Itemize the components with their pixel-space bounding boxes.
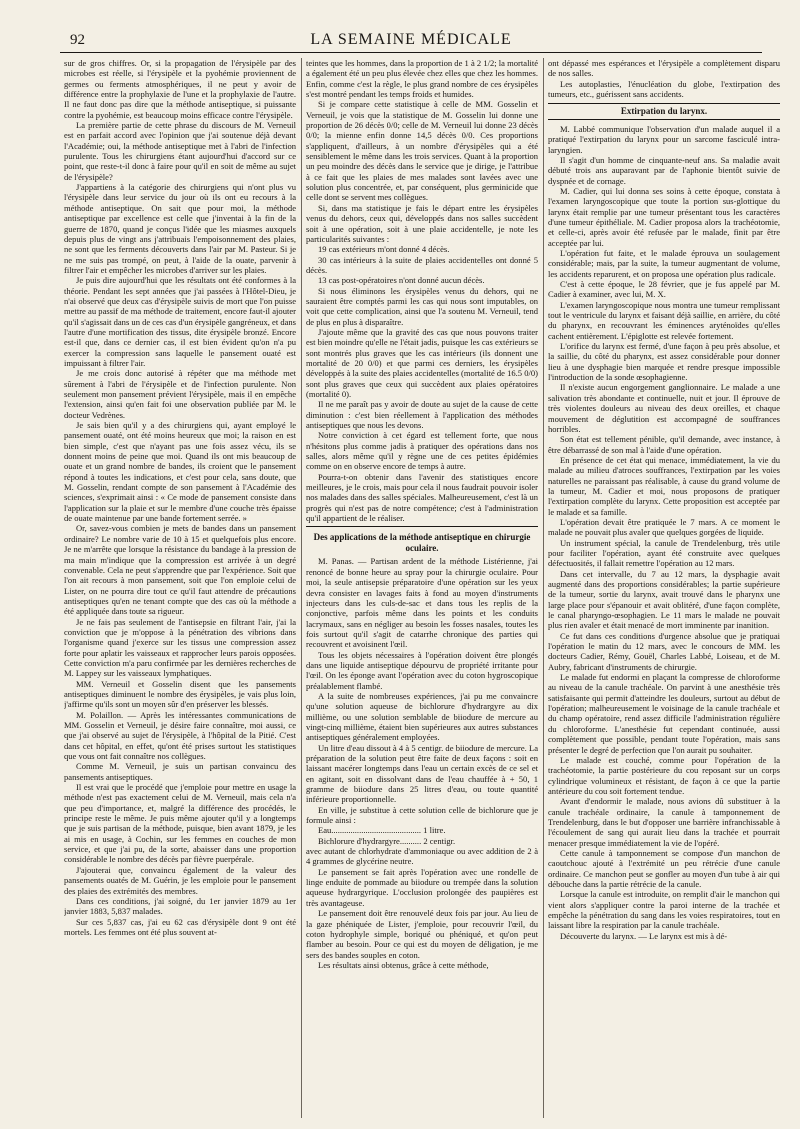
paragraph: Avant d'endormir le malade, nous avions dû substituer à la canule trachéale ordinaire, la canule à tamponnement de Trendelenburg, dans le but d'opposer une barrière infranchissable à l'écoulement de sang qui aurait lieu dans la trachée et pourrait menacer presque immédiatement la vie de l'opéré. (548, 796, 780, 848)
paragraph: En présence de cet état qui menace, immédiatement, la vie du malade au milieu d'atroces souffrances, l'extirpation par les voies naturelles ne paraissant pas réalisable, à cause du grand volume de la tumeur, M. Cadier et moi, nous proposons de pratiquer l'extirpation complète du larynx. Cette proposition est acceptée par le malade et sa famille. (548, 454, 780, 517)
running-title: LA SEMAINE MÉDICALE (310, 31, 512, 48)
page-number: 92 (70, 32, 85, 48)
paragraph: L'opération devait être pratiquée le 7 mars. A ce moment le malade ne pouvait plus avaler que quelques gorgées de liquide. (548, 516, 780, 538)
paragraph: Sur ces 5,837 cas, j'ai eu 62 cas d'érysipèle dont 9 ont été mortels. Les femmes ont été plus souvent at- (64, 916, 296, 937)
column-divider (543, 58, 544, 1118)
paragraph: Dans cet intervalle, du 7 au 12 mars, la dysphagie avait augmenté dans des proportions considérables; la partie supérieure de la tumeur, sortie du larynx, avait trouvé dans le pharynx une large place pour s'épanouir et avait oblitéré, d'une façon complète, le canal pharyngo-œsophagien. Le 11 mars le malade ne pouvait plus rien avaler et était menacé de mort imminente par inanition. (548, 568, 780, 631)
paragraph: L'opération fut faite, et le malade éprouva un soulagement considérable; mais, par la suite, la tumeur augmentant de volume, les accidents reparurent, et on proposa une opération plus radicale. (548, 248, 780, 279)
paragraph: Cette canule à tamponnement se compose d'un manchon de caoutchouc ajouté à l'extrémité un peu rétrécie d'une canule ordinaire. Ce manchon peut se gonfler au moyen d'un tube à air qui débouche dans la partie rétrécie de la canule. (548, 847, 780, 889)
article-columns (64, 58, 780, 1118)
paragraph: Je puis dire aujourd'hui que les résultats ont été conformes à la théorie. Pendant les sept années que j'ai passées à l'Hôtel-Dieu, je n'ai observé que deux cas d'érysipèle suivis de mort que l'on puisse mettre au passif de ma méthode de traitement, encore faut-il ajouter qu'il s'agissait dans un de ces cas d'un érysipèle gangréneux, et dans l'autre d'une mortification des tissus, dite érysipèle bronzé. Encore est-il que, dans ce dernier cas, il est bien évident qu'on n'a pu exercer la compression sans laquelle le pansement ouaté est impuissant à filtrer l'air. (64, 275, 296, 368)
column-2 (306, 58, 538, 1118)
paragraph: Tous les objets nécessaires à l'opération doivent être plongés dans une liquide antiseptique dépourvu de propriété irritante pour l'œil. On les éponge avant l'opération avec du coton hygroscopique préalablement flambé. (306, 649, 538, 691)
paragraph: Or, savez-vous combien je mets de bandes dans un pansement ordinaire? Le nombre varie de 10 à 15 et quelquefois plus encore. Je ne m'arrête que lorsque la résistance du bandage à la pression de ma main m'indique que la compression est arrivée à un degré convenable. Cela ne peut s'apprendre que par l'expérience. Soit que l'on ait recours à mon pansement, soit que l'on emploie celui de Lister, on ne pourra dire tout ce qu'il faut attendre de précautions antiseptiques qu'en ne tenant compte que des cas où la méthode a été appliquée dans toute sa rigueur. (64, 523, 296, 617)
section-heading: Extirpation du larynx. (620, 106, 708, 117)
formula-line: Bichlorure d'hydrargyre.......... 2 centigr. (318, 835, 456, 846)
paragraph: J'appartiens à la catégorie des chirurgiens qui n'ont plus vu l'érysipèle dans leur service du jour où ils ont eu recours à la méthode antiseptique. On sait que pour moi, la méthode antiseptique par excellence est celle que j'inventai à la fin de la guerre de 1870, quand je conçus l'idée que les miasmes auxquels depuis plus de vingt ans j'attribuais l'empoisonnement des plaies, ne sont que les ferments découverts dans l'air par M. Pasteur. Si je ne me suis pas trompé, on peut, à l'aide de la ouate, parvenir à filtrer l'air et empêcher les microbes d'arriver sur les plaies. (64, 182, 296, 275)
paragraph: En ville, je substitue à cette solution celle de bichlorure que je formule ainsi : (306, 804, 538, 826)
paragraph: Il ne me paraît pas y avoir de doute au sujet de la cause de cette diminution : c'est bien réellement à l'application des méthodes antiseptiques que nous les devons. (306, 399, 538, 431)
paragraph: Un instrument spécial, la canule de Trendelenburg, très utile pour faciliter l'opération, ayant été construite avec quelques défectuosités, il fallait remettre l'opération au 12 mars. (548, 537, 780, 569)
formula-line: Eau.......................................... 1 litre. (318, 825, 446, 836)
paragraph: Les autoplasties, l'énucléation du globe, l'extirpation des tumeurs, etc., guérissent sans accidents. (548, 78, 780, 100)
paragraph: C'est à cette époque, le 28 février, que je fus appelé par M. Cadier à examiner, avec lui, M. X. (548, 279, 780, 300)
column-3 (548, 58, 780, 1118)
paragraph: Comme M. Verneuil, je suis un partisan convaincu des pansements antiseptiques. (64, 761, 296, 782)
paragraph: Si, dans ma statistique je fais le départ entre les érysipèles venus du dehors, ceux qui, développés dans nos salles succèdent soit à une opération, soit à une plaie accidentelle, je note les particularités suivantes : (306, 202, 538, 244)
paragraph: Je me crois donc autorisé à répéter que ma méthode met sûrement à l'abri de l'érysipèle et de l'infection purulente. Non seulement mon pansement prévient l'érysipèle, mais il en empêche l'extension, ainsi qu'en fait foi une observation publiée par M. le docteur Vedrènes. (64, 368, 296, 420)
paragraph: Notre conviction à cet égard est tellement forte, que nous n'hésitons plus comme jadis à pratiquer des opérations dans nos salles, alors même qu'il y règne une de ces petites épidémies comme on en observe encore de temps à autre. (306, 430, 538, 472)
paragraph: Pourra-t-on obtenir dans l'avenir des statistiques encore meilleures, je le crois, mais pour cela il nous faudrait pouvoir isoler nos malades dans des salles spéciales. Malheureusement, c'est là un progrès qui n'est pas de notre compétence; c'est à l'administration qu'il appartient de le réaliser. (306, 471, 538, 524)
paragraph: Je ne fais pas seulement de l'antisepsie en filtrant l'air, j'ai la conviction que je m'oppose à la pénétration des vibrions dans l'organisme quand j'exerce sur les tissus une compression assez forte pour aplatir les vaisseaux et rapprocher leurs parois opposées. Cette conviction m'a paru confirmée par les dernières recherches de M. Lappey sur les vaisseaux lymphatiques. (64, 616, 296, 679)
column-1 (64, 58, 296, 1118)
paragraph: avec autant de chlorhydrate d'ammoniaque ou avec addition de 2 à 4 grammes de glycérine neutre. (306, 846, 538, 867)
paragraph: Il est vrai que le procédé que j'emploie pour mettre en usage la méthode n'est pas exactement celui de M. Verneuil, mais cela n'a que peu d'importance, et, malgré la différence des procédés, le principe reste le même. Je puis même ajouter qu'il y a longtemps que je suis partisan de la méthode, puisque, bien avant 1879, je les ai mis en usage, à Cochin, sur les femmes en couches de mon service, et que j'ai pu, de la sorte, abaisser dans une proportion considérable le nombre des décès par fièvre puerpérale. (64, 782, 296, 865)
paragraph: Le pansement se fait après l'opération avec une rondelle de linge enduite de pommade au biiodure ou trempée dans la solution aqueuse hydrargyrique. L'occlusion prolongée des paupières est très avantageuse. (306, 866, 538, 908)
paragraph: Un litre d'eau dissout à 4 à 5 centigr. de biiodure de mercure. La préparation de la solution peut être faite de deux façons : soit en laissant macérer longtemps dans l'eau un certain excès de ce sel et en agitant, soit en dissolvant dans de l'eau chauffée à + 50, 1 gramme de biiodure dans 25 litres d'eau, ou toute quantité inférieure proportionnelle. (306, 742, 538, 805)
paragraph: M. Labbé communique l'observation d'un malade auquel il a pratiqué l'extirpation du larynx pour un sarcome fasciculé intra-laryngien. (548, 123, 780, 155)
paragraph: Dans ces conditions, j'ai soigné, du 1er janvier 1879 au 1er janvier 1883, 5,837 malades. (64, 895, 296, 917)
paragraph: Découverte du larynx. — Le larynx est mis à dé- (560, 930, 728, 941)
column-divider (301, 58, 302, 1118)
paragraph: Il s'agit d'un homme de cinquante-neuf ans. Sa maladie avait débuté trois ans auparavant par de l'aphonie bientôt suivie de dyspnée et de cornage. (548, 154, 780, 186)
paragraph: M. Cadier, qui lui donna ses soins à cette époque, constata à l'examen laryngoscopique que toute la portion sus-glottique du larynx était remplie par une tumeur présentant tous les caractères d'une tumeur épithéliale. M. Cadier proposa alors la trachéotomie, et celle-ci, après avoir été refusée par le malade, finit par être acceptée par lui. (548, 185, 780, 248)
paragraph: Les résultats ainsi obtenus, grâce à cette méthode, (318, 959, 489, 970)
section-heading-box (548, 103, 780, 120)
paragraph: ont dépassé mes espérances et l'érysipèle a complètement disparu de nos salles. (548, 58, 780, 79)
paragraph: M. Polaillon. — Après les intéressantes communications de MM. Gosselin et Verneuil, je désire faire connaître, moi aussi, ce que j'ai observé au sujet de l'érysipèle, à l'hôpital de la Pitié. C'est dans cet hôpital, en effet, qu'ont été prises surtout les statistiques que vous ont fait connaître nos collègues. (64, 709, 296, 762)
page-header (60, 30, 762, 53)
section-heading: Des applications de la méthode antiseptique en chirurgie oculaire. (313, 532, 531, 553)
paragraph: A la suite de nombreuses expériences, j'ai pu me convaincre qu'une solution aqueuse de bichlorure d'hydrargyre au dix millième, ou une solution semblable de biiodure de mercure au vingt-cinq millième, étaient bien supérieures aux autres substances antiseptiques généralement employées. (306, 690, 538, 743)
paragraph: Ce fut dans ces conditions d'urgence absolue que je pratiquai l'opération le matin du 12 mars, avec le concours de MM. les docteurs Cadier, Rémy, Gouël, Charles Labbé, Loiseau, et de M. Aubry, fabricant d'instruments de chirurgie. (548, 630, 780, 672)
paragraph: 19 cas extérieurs m'ont donné 4 décès. (318, 244, 450, 255)
paragraph: MM. Verneuil et Gosselin disent que les pansements antiseptiques diminuent le nombre des érysipèles, je vais plus loin, j'affirme qu'ils sont un moyen sûr d'en préserver les blessés. (64, 678, 296, 710)
paragraph: J'ajoute même que la gravité des cas que nous pouvons traiter est bien moindre qu'elle ne l'était jadis, puisque les cas extérieurs se sont montrés plus graves que les cas intérieurs (ils donnent une mortalité de 20 0/0) et que parmi ces derniers, les érysipèles développés à la suite des plaies accidentelles (mortalité de 16.5 0/0) sont plus graves que ceux qui succèdent aux plaies opératoires (mortalité 0). (306, 326, 538, 399)
paragraph: 30 cas intérieurs à la suite de plaies accidentelles ont donné 5 décès. (306, 254, 538, 275)
paragraph: Le malade fut endormi en plaçant la compresse de chloroforme au niveau de la canule trachéale. On parvint à une anesthésie très satisfaisante qui permit d'atteindre les douleurs, surtout au début de l'opération; malheureusement le voisinage de la canule trachéale et du champ opératoire, rend assez difficile l'administration régulière du chloroforme. L'anesthésie fut cependant continuée, aussi complètement que possible, pendant toute l'opération, mais sans présenter le degré de perfection que l'on aurait pu souhaiter. (548, 672, 780, 755)
paragraph: Si je compare cette statistique à celle de MM. Gosselin et Verneuil, je vois que la statistique de M. Gosselin lui donne une proportion de 26 décès 0/0; celle de M. Verneuil lui donne 23 décès 0/0; la mienne enfin donne 14,5 décès 0/0. Ces proportions s'appliquent, d'ailleurs, à un nombre d'érysipèles qui a été sensiblement le même dans les trois services. Quant à la proportion un peu moindre des décès dans le service que je dirige, je l'attribue à ce fait que les plaies de mes malades sont lavées avec une solution plus concentrée, et, par conséquent, plus germinicide que celle dont se servent mes collègues. (306, 99, 538, 203)
paragraph: Lorsque la canule est introduite, on remplit d'air le manchon qui vient alors s'appliquer contre la paroi interne de la trachée et empêche la pénétration du sang dans les voies respiratoires, tout en laissant libre la respiration par la canule trachéale. (548, 889, 780, 931)
paragraph: Il n'existe aucun engorgement ganglionnaire. Le malade a une salivation très abondante et continuelle, nuit et jour. Il éprouve de très violentes douleurs au niveau des deux oreilles, et chaque mouvement de déglutition est accompagné de souffrances horribles. (548, 382, 780, 434)
paragraph: J'ajouterai que, convaincu également de la valeur des pansements ouatés de M. Guérin, je les emploie pour le pansement des plaies des extrémités des membres. (64, 864, 296, 896)
paragraph: 13 cas post-opératoires n'ont donné aucun décès. (318, 275, 485, 286)
paragraph: Je sais bien qu'il y a des chirurgiens qui, ayant employé le pansement ouaté, ont été moins heureux que moi; la raison en est bien simple, c'est que n'ayant pas une fois assez vécu, ils se donnent moins de peine que moi. Quand ils ont mis beaucoup de ouate et un grand nombre de bandes, ils croient que le pansement répond à toutes les indications, et c'est pour cela, sans doute, que M. Gosselin, rendant compte de son pansement à l'Académie des sciences, s'exprimait ainsi : « Ce mode de pansement consiste dans l'application sur la plaie et sur le membre d'une couche très épaisse de ouate maintenue par une bande fortement serrée. » (64, 420, 296, 524)
paragraph: sur de gros chiffres. Or, si la propagation de l'érysipèle par des microbes est réelle, si l'érysipèle et la pyohémie proviennent de germes ou ferments atmosphériques, il ne peut y avoir de différence entre la prophylaxie de l'une et la prophylaxie de l'autre. Il ne faut donc pas dire que la méthode antiseptique, si puissante contre la pyohémie, est beaucoup moins efficace contre l'érysipèle. (64, 58, 296, 120)
paragraph: Le pansement doit être renouvelé deux fois par jour. Au lieu de la gaze phéniquée de Lister, j'emploie, pour recouvrir l'œil, du coton hydrophyle simple, boriqué ou phéniqué, et qu'on peut flamber au besoin. Pour ce qui est du moyen de déligation, je me sers des bandes souples en coton. (306, 908, 538, 960)
paragraph: teintes que les hommes, dans la proportion de 1 à 2 1/2; la mortalité a également été un peu plus élevée chez elles que chez les hommes. Enfin, comme c'est la règle, le plus grand nombre de ces érysipèles s'est montré pendant les temps froids et humides. (306, 58, 538, 100)
paragraph: La première partie de cette phrase du discours de M. Verneuil est en parfait accord avec l'opinion que j'ai soutenue déjà devant l'Académie; oui, la méthode antiseptique met à l'abri de l'infection purulente. Tous les chirurgiens étant aujourd'hui d'accord sur ce point, que reste-t-il donc à faire pour qu'il en soit de même au sujet de l'érysipèle? (64, 120, 296, 182)
paragraph: Son état est tellement pénible, qu'il demande, avec instance, à être débarrassé de son mal à l'aide d'une opération. (548, 434, 780, 455)
paragraph: Si nous éliminons les érysipèles venus du dehors, qui ne sauraient être comptés parmi les cas qui nous sont imputables, on voit que cette complication, ainsi que l'a soutenu M. Verneuil, tend de plus en plus à disparaître. (306, 285, 538, 327)
section-rule (306, 526, 538, 527)
paragraph: L'orifice du larynx est fermé, d'une façon à peu près absolue, et la saillie, du côté du pharynx, est assez considérable pour donner lieu à une dysphagie bien marquée et rendre presque impossible l'introduction de la sonde œsophagienne. (548, 341, 780, 383)
paragraph: L'examen laryngoscopique nous montra une tumeur remplissant tout le ventricule du larynx et faisant déjà saillie, en arrière, du côté du pharynx, en recouvrant les éminences aryténoïdes qu'elles cachent entièrement. L'épiglotte est relevée fortement. (548, 299, 780, 341)
paragraph: M. Panas. — Partisan ardent de la méthode Listérienne, j'ai renoncé de bonne heure au spray pour la chirurgie oculaire. Pour moi, la seule antisepsie préparatoire d'une opération sur les yeux devra consister en lavages faits à fond au moyen d'instruments injecteurs dans les culs-de-sac et dans tous les replis de la conjonctive, parfois même dans les points et les conduits lacrymaux, sans en négliger au besoin les fosses nasales, toutes les fois surtout qu'il s'agit de catarrhe chronique des parties qui recouvrent et avoisinent l'œil. (306, 556, 538, 650)
paragraph: Le malade est couché, comme pour l'opération de la trachéotomie, la partie postérieure du cou reposant sur un corps cylindrique volumineux et résistant, de façon à ce que la partie antérieure du cou soit fortement tendue. (548, 754, 780, 796)
